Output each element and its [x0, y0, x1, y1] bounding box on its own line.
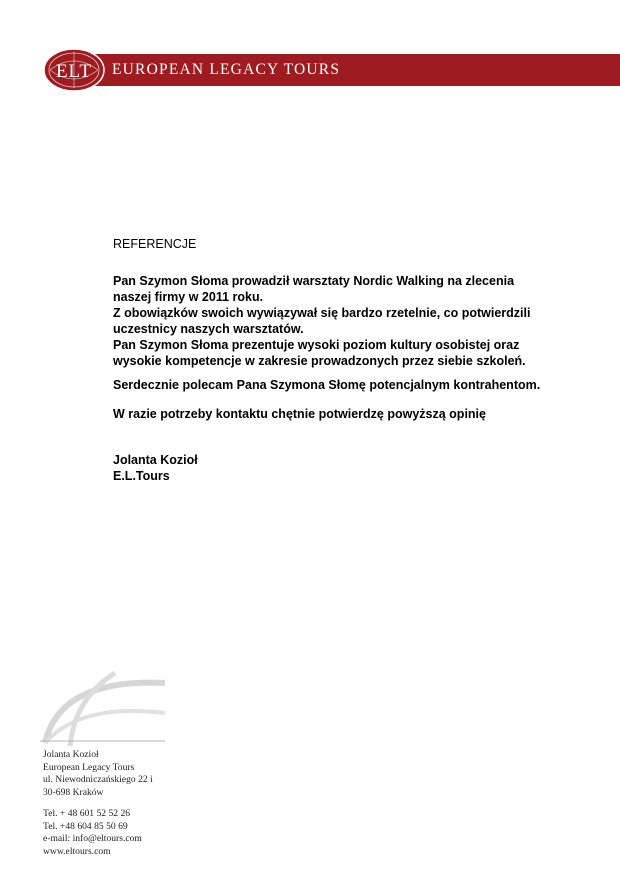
- paragraph-3: W razie potrzeby kontaktu chętnie potwierdzę powyższą opinię: [113, 407, 486, 421]
- paragraph-1-line: naszej firmy w 2011 roku.: [113, 290, 264, 304]
- letter-heading: REFERENCJE: [113, 237, 197, 251]
- paragraph-1-line: wysokie kompetencje w zakresie prowadzonych przez siebie szkoleń.: [113, 354, 526, 368]
- footer-address-line: European Legacy Tours: [43, 761, 135, 773]
- footer-address-line: ul. Niewodniczańskiego 22 i: [43, 774, 153, 785]
- footer-email: e-mail: info@eltours.com: [43, 833, 142, 844]
- footer-website: www.eltours.com: [43, 845, 111, 857]
- paragraph-1-line: Pan Szymon Słoma prowadził warsztaty Nordic Walking na zlecenia: [113, 274, 515, 288]
- paragraph-1-line: Z obowiązków swoich wywiązywał się bardzo rzetelnie, co potwierdzili: [113, 306, 531, 320]
- footer-address-line: Jolanta Kozioł: [43, 749, 99, 760]
- company-title: EUROPEAN LEGACY TOURS: [112, 61, 341, 78]
- logo-text: ELT: [55, 61, 93, 82]
- paragraph-1-line: uczestnicy naszych warsztatów.: [113, 322, 304, 336]
- globe-watermark-icon: [40, 668, 170, 748]
- paragraph-1: [113, 273, 583, 369]
- paragraph-2: Serdecznie polecam Pana Szymona Słomę potencjalnym kontrahentom.: [113, 378, 541, 392]
- signature-name: Jolanta Kozioł: [113, 453, 198, 467]
- paragraph-1-line: Pan Szymon Słoma prezentuje wysoki poziom kultury osobistej oraz: [113, 338, 520, 352]
- signature: [113, 452, 583, 484]
- footer-contact: [43, 808, 243, 858]
- footer-address-line: 30-698 Kraków: [43, 786, 104, 798]
- company-logo-icon: [42, 47, 106, 93]
- footer-phone-1: Tel. + 48 601 52 52 26: [43, 808, 131, 819]
- footer-address: [43, 749, 243, 799]
- signature-company: E.L.Tours: [113, 469, 170, 483]
- footer-phone-2: Tel. +48 604 85 50 69: [43, 820, 128, 832]
